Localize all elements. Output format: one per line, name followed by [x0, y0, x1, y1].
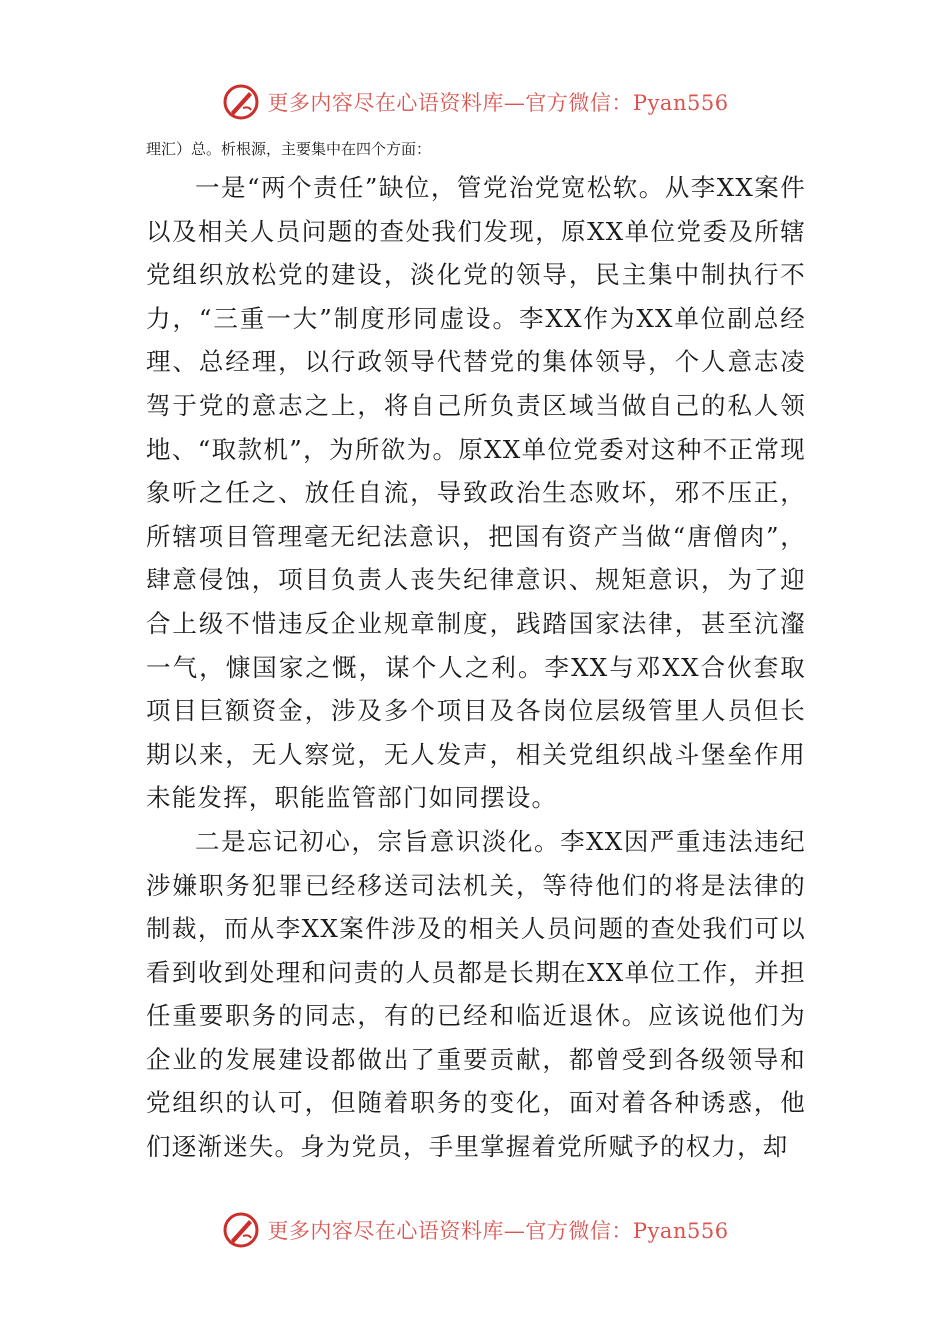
pen-seal-logo-icon — [221, 82, 261, 122]
footer-banner-text: 更多内容尽在心语资料库—官方微信：Pyan556 — [267, 1219, 729, 1243]
footer-banner — [0, 1208, 950, 1252]
header-banner — [0, 80, 950, 124]
pen-seal-logo-icon — [221, 1210, 261, 1250]
lead-line: 理汇）总。析根源，主要集中在四个方面： — [146, 140, 432, 158]
document-body — [146, 138, 806, 1169]
header-banner-text: 更多内容尽在心语资料库—官方微信：Pyan556 — [267, 91, 729, 115]
paragraph-1: 一是“两个责任”缺位，管党治党宽松软。从李XX案件以及相关人员问题的查处我们发现，原XX单位党委及所辖党组织放松党的建设，淡化党的领导，民主集中制执行不力，“三重一大”制度形同虚设。李XX作为XX单位副总经理、总经理，以行政领导代替党的集体领导，个人意志凌驾于党的意志之上，将自己所负责区域当做自己的私人领地、“取款机”，为所欲为。原XX单位党委对这种不正常现象听之任之、放任自流，导致政治生态败坏，邪不压正，所辖项目管理毫无纪法意识，把国有资产当做“唐僧肉”，肆意侵蚀，项目负责人丧失纪律意识、规矩意识，为了迎合上级不惜违反企业规章制度，践踏国家法律，甚至沆瀣一气，慷国家之慨，谋个人之利。李XX与邓XX合伙套取项目巨额资金，涉及多个项目及各岗位层级管里人员但长期以来，无人察觉，无人发声，相关党组织战斗堡垒作用未能发挥，职能监管部门如同摆设。 — [146, 173, 806, 813]
paragraph-2: 二是忘记初心，宗旨意识淡化。李XX因严重违法违纪涉嫌职务犯罪已经移送司法机关，等待他们的将是法律的制裁，而从李XX案件涉及的相关人员问题的查处我们可以看到收到处理和问责的人员都是长期在XX单位工作，并担任重要职务的同志，有的已经和临近退休。应该说他们为企业的发展建设都做出了重要贡献，都曾受到各级领导和党组织的认可，但随着职务的变化，面对着各种诱惑，他们逐渐迷失。身为党员，手里掌握着党所赋予的权力，却 — [146, 826, 806, 1162]
